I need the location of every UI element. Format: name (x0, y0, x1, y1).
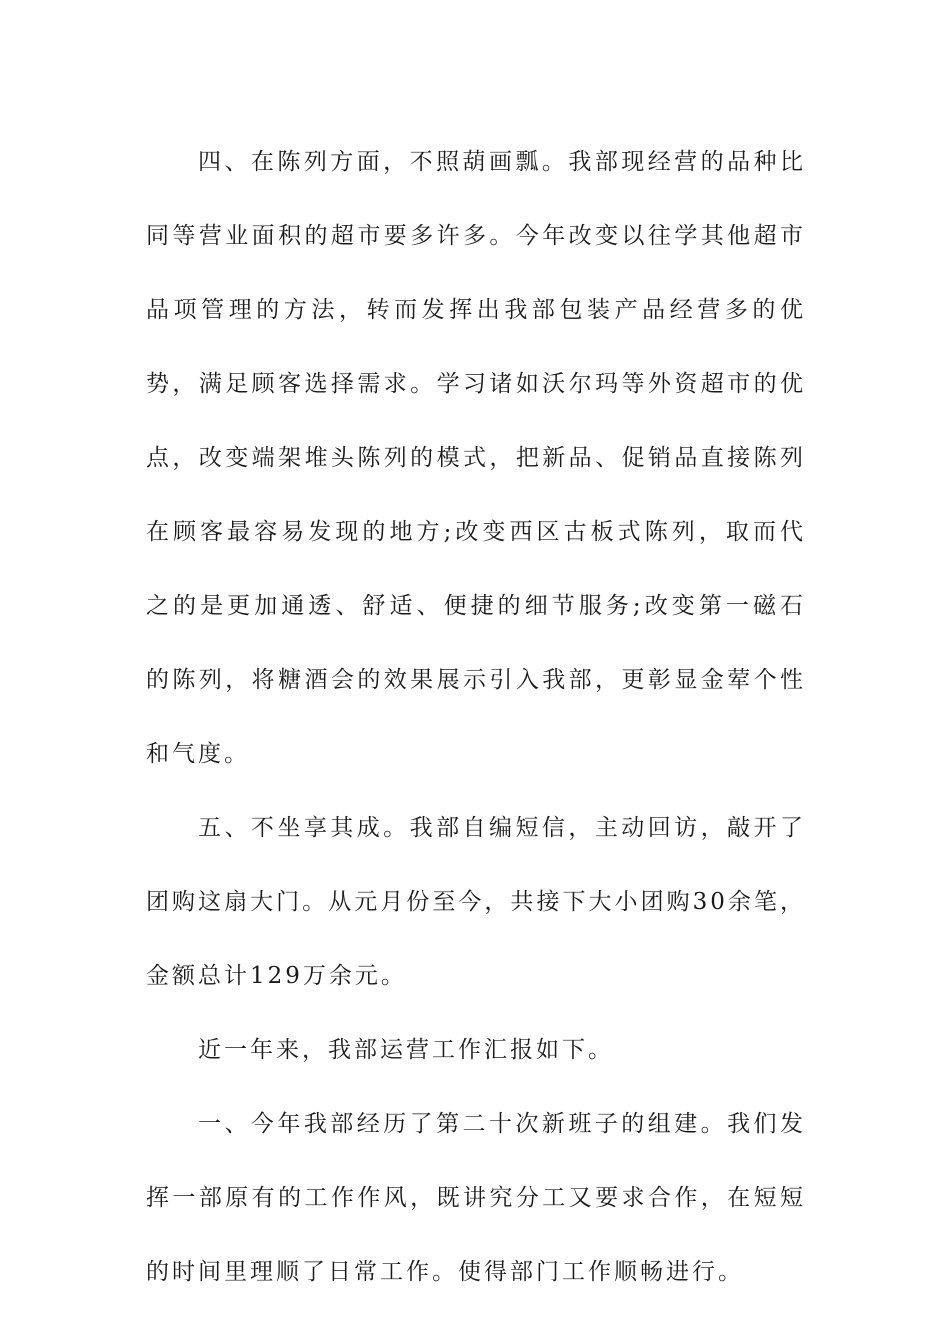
paragraph-team: 一、今年我部经历了第二十次新班子的组建。我们发挥一部原有的工作作风，既讲究分工又要求合作，在短短的时间里理顺了日常工作。使得部门工作顺畅进行。 (146, 1111, 806, 1285)
paragraph-display: 四、在陈列方面，不照葫画瓢。我部现经营的品种比同等营业面积的超市要多许多。今年改变以往学其他超市品项管理的方法，转而发挥出我部包装产品经营多的优势，满足顾客选择需求。学习诸如沃尔玛等外资超市的优点，改变端架堆头陈列的模式，把新品、促销品直接陈列在顾客最容易发现的地方;改变西区古板式陈列，取而代之的是更加通透、舒适、便捷的细节服务;改变第一磁石的陈列，将糖酒会的效果展示引入我部，更彰显金荤个性和气度。 (146, 149, 806, 767)
paragraph-intro: 近一年来，我部运营工作汇报如下。 (198, 1037, 614, 1063)
paragraph-group-purchase: 五、不坐享其成。我部自编短信，主动回访，敲开了团购这扇大门。从元月份至今，共接下大小团购30余笔，金额总计129万余元。 (146, 815, 806, 989)
document-page (146, 125, 806, 1309)
